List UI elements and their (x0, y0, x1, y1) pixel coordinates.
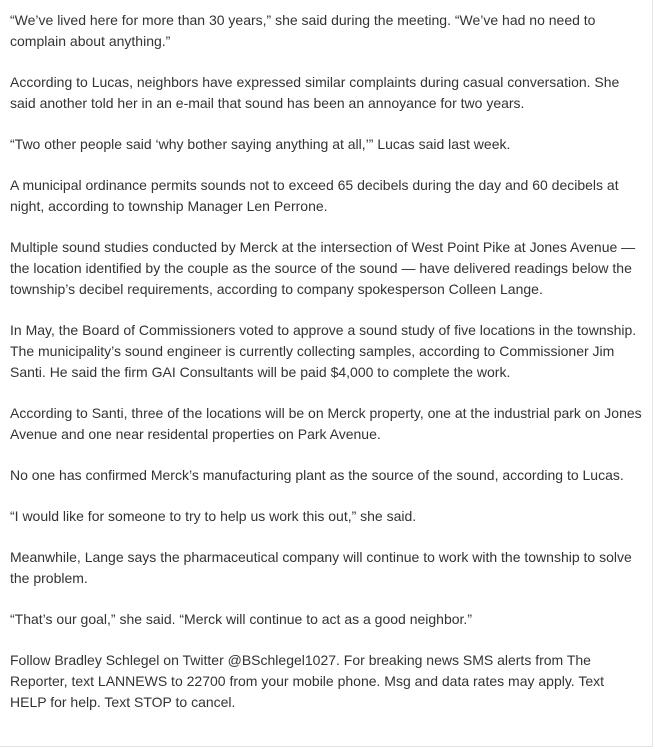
paragraph-quote-30-years: “We’ve lived here for more than 30 years,” she said during the meeting. “We’ve had no need to complain about anything.” (10, 12, 596, 49)
paragraph-help-quote: “I would like for someone to try to help us work this out,” she said. (10, 508, 417, 524)
paragraph-follow-sms-alerts: Follow Bradley Schlegel on Twitter @BSchlegel1027. For breaking news SMS alerts from The Reporter, text LANNEWS to 22700 from your mobile phone. Msg and data rates may apply. Text HELP for help. Text STOP to cancel. (10, 652, 605, 710)
paragraph-municipal-ordinance: A municipal ordinance permits sounds not to exceed 65 decibels during the day and 60 decibels at night, according to township Manager Len Perrone. (10, 177, 619, 214)
paragraph-source-unconfirmed: No one has confirmed Merck’s manufacturing plant as the source of the sound, according to Lucas. (10, 467, 624, 483)
paragraph-why-bother-quote: “Two other people said ‘why bother saying anything at all,’” Lucas said last week. (10, 136, 511, 152)
paragraph-good-neighbor-quote: “That’s our goal,” she said. “Merck will continue to act as a good neighbor.” (10, 611, 472, 627)
article-body (10, 10, 642, 733)
paragraph-neighbor-complaints: According to Lucas, neighbors have expressed similar complaints during casual conversation. She said another told her in an e-mail that sound has been an annoyance for two years. (10, 74, 620, 111)
paragraph-board-vote: In May, the Board of Commissioners voted to approve a sound study of five locations in the township. The municipality’s sound engineer is currently collecting samples, according to Commissioner Jim Santi. He said the firm GAI Consultants will be paid $4,000 to complete the work. (10, 322, 637, 380)
paragraph-company-response: Meanwhile, Lange says the pharmaceutical company will continue to work with the township to solve the problem. (10, 549, 632, 586)
paragraph-study-locations: According to Santi, three of the locations will be on Merck property, one at the industrial park on Jones Avenue and one near residental properties on Park Avenue. (10, 405, 642, 442)
paragraph-sound-studies: Multiple sound studies conducted by Merck at the intersection of West Point Pike at Jones Avenue — the location identified by the couple as the source of the sound — have delivered readings below the township’s decibel requirements, according to company spokesperson Colleen Lange. (10, 239, 636, 297)
